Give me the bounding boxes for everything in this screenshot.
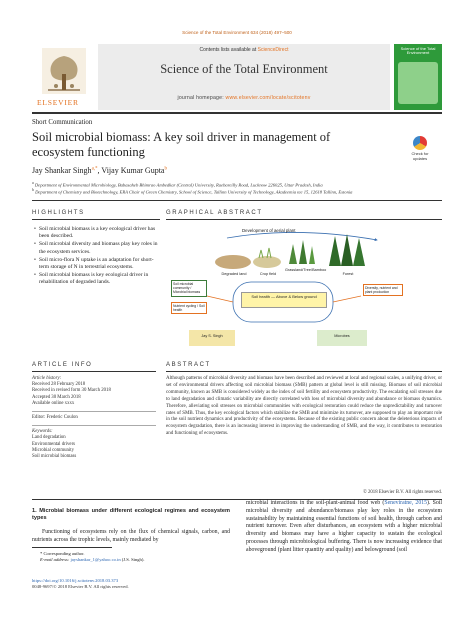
affiliation-text: Department of Chemistry and Biotechnology, ERA Chair of Green Chemistry, School of Science, Tallinn University of Technology, Akadeemia tee 15, 12618 Tallinn, Estonia xyxy=(35,189,353,195)
author-sup: a,* xyxy=(91,166,98,172)
issn-line: 0048-9697/© 2018 Elsevier B.V. All rights reserved. xyxy=(32,584,129,590)
keyword-item: Microbial community xyxy=(32,447,74,453)
corresponding-author: * Corresponding author. xyxy=(40,550,85,556)
history-label: Article history: xyxy=(32,376,62,381)
ga-stage-label: Forest xyxy=(342,272,354,276)
check-updates-label: Check for updates xyxy=(411,151,429,161)
received-date: Received 28 February 2018 xyxy=(32,382,86,388)
ga-top-label: Development of aerial plant xyxy=(242,228,296,233)
keyword-item: Land degradation xyxy=(32,435,66,441)
affiliation-text: Department of Environmental Microbiology, Babasaheb Bhimrao Ambedkar (Central) University, Raebareilly Road, Lucknow 226025, Uttar Pradesh, India xyxy=(34,182,323,188)
copyright: © 2018 Elsevier B.V. All rights reserved. xyxy=(363,490,442,495)
author-list xyxy=(32,166,167,175)
ga-bottom-left-label: Jay S. Singh xyxy=(201,334,223,338)
ga-bottom-right-label: Microbes xyxy=(334,334,350,338)
body-text: ). Soil microbial diversity and abundance/biomass play key roles in the ecosystem sustainability by maintaining essential functions of soil health, through carbon and nutrient turnover. Even after disturbances, an ecosystem with a higher microbial diversity and biomass may have a higher capacity to sustain the ecological processes through microbiological buffering. There is now increasing evidence that aboveground (plant litter quantity and quality) and belowground (soil xyxy=(246,500,442,553)
keywords-label: Keywords: xyxy=(32,429,53,435)
keyword-item: Environmental drivers xyxy=(32,441,76,447)
header-rule xyxy=(32,112,442,114)
info-divider xyxy=(32,407,156,412)
journal-reference: Science of the Total Environment 634 (2018) 497–500 xyxy=(182,30,292,35)
article-info xyxy=(32,376,156,460)
graphical-abstract-heading: GRAPHICAL ABSTRACT xyxy=(166,210,263,216)
masthead-banner xyxy=(98,44,390,110)
editor-line: Editor: Frederic Coulon xyxy=(32,415,78,421)
crossmark-icon xyxy=(413,136,427,150)
footnotes xyxy=(32,547,230,563)
keyword-item: Soil microbial biomass xyxy=(32,454,77,460)
abstract-text: Although patterns of microbial diversity and biomass have been described and reviewed at local and regional scales, a unifying driver, or set of environmental drivers affecting soil microbial biomass (SMB) pattern at global level is still missing. Biomass of soil microbial community, known as SMB is considered widely as the index of soil fertility and ecosystem productivity. The escalating soil stresses due to land degradation and climatic variability are directly correlated with loss of microbial diversity and abundance or biomass dynamics. Therefore, alleviating soil stresses on microbial communities with ecological restoration could reduce the unpredictability and turnover rates of SMB. Thus, the key ecological factors which stabilize the SMB and minimize its turnover, are supposed to play an important role in the soil nutrient dynamics and productivity of the ecosystems. Because of the existing public concern about the deleterious impacts of ecosystem degradation, there is an increasing interest in improving the understanding of SMB, and the way, it contributes to restoration and functioning of ecosystems. xyxy=(166,376,442,437)
cover-image xyxy=(398,62,438,104)
doi-link[interactable]: https://doi.org/10.1016/j.scitotenv.2018.03.373 xyxy=(32,578,119,583)
contents-prefix: Contents lists available at xyxy=(199,47,257,53)
author-sup: b xyxy=(164,166,167,172)
info-divider xyxy=(32,421,156,426)
check-for-updates-button[interactable] xyxy=(404,136,436,161)
email-line xyxy=(32,557,230,563)
highlights-rule xyxy=(32,219,160,220)
affiliation-sup: a xyxy=(32,181,34,185)
cover-title: Science of the Total Environment xyxy=(400,46,436,56)
highlights-list xyxy=(34,226,162,287)
highlight-item: • Soil micro-flora N uptake is an adaptation for short-term storage of N in terrestrial ecosystems. xyxy=(34,257,162,272)
highlights-heading: HIGHLIGHTS xyxy=(32,210,85,216)
citation-link[interactable]: Seneviratne, 2015 xyxy=(384,500,428,506)
ga-stage-label: Crop field xyxy=(259,272,277,276)
ga-box-right: Diversity, nutrient and plant production xyxy=(363,284,403,296)
abstract-heading: ABSTRACT xyxy=(166,362,211,368)
article-type: Short Communication xyxy=(32,119,93,126)
section-title: 1. Microbial biomass under different ecological regimes and ecosystem types xyxy=(32,508,230,522)
author-separator: , xyxy=(97,166,102,175)
homepage-line xyxy=(98,95,390,101)
ga-box-left-2: Nutrient cycling / Soil health xyxy=(171,302,207,314)
journal-masthead xyxy=(32,44,442,110)
accepted-date: Accepted 30 March 2018 xyxy=(32,394,81,400)
article-title: Soil microbial biomass: A key soil driver in management of ecosystem functioning xyxy=(32,130,331,159)
ga-center-label: Soil health — Above & Below ground xyxy=(241,292,327,308)
revised-date: Received in revised form 30 March 2018 xyxy=(32,388,111,394)
affiliation-rule xyxy=(32,200,442,201)
body-text: microbial interactions in the soil-plant-animal food web ( xyxy=(246,500,385,506)
journal-title: Science of the Total Environment xyxy=(160,62,328,76)
homepage-prefix: journal homepage: xyxy=(177,95,224,101)
elsevier-logo xyxy=(32,44,94,110)
affiliation xyxy=(32,188,442,195)
email-link[interactable]: jayshankar_1@yahoo.co.in xyxy=(70,556,121,562)
journal-cover xyxy=(394,44,442,110)
homepage-link[interactable]: www.elsevier.com/locate/scitotenv xyxy=(225,95,311,101)
affiliation-sup: b xyxy=(32,188,34,192)
contents-line xyxy=(98,47,390,53)
body-column-right xyxy=(246,500,442,555)
article-info-rule xyxy=(32,371,156,372)
highlight-item: • Soil microbial diversity and biomass play key roles in the ecosystem services. xyxy=(34,241,162,256)
author-name[interactable]: Jay Shankar Singh xyxy=(32,166,92,175)
ga-stage-label: Grassland/Tree/Bamboo xyxy=(285,268,327,272)
page-footer xyxy=(32,578,129,591)
ga-box-left: Soil microbial community / Microbial biomass xyxy=(171,280,207,297)
sciencedirect-link[interactable]: ScienceDirect xyxy=(257,47,289,53)
body-paragraph: Functioning of ecosystems rely on the flux of chemical signals, carbon, and nutrients across the trophic levels, mainly mediated by xyxy=(32,528,230,543)
ga-stage-label: Degraded land xyxy=(221,272,247,276)
body-column-left xyxy=(32,508,230,544)
author-name[interactable]: Vijay Kumar Gupta xyxy=(101,166,165,175)
elsevier-tree-icon xyxy=(42,48,86,94)
footnote-rule xyxy=(32,547,112,548)
highlight-item: • Soil microbial biomass is key ecological driver in rehabilitation of degraded lands. xyxy=(34,272,162,287)
highlight-item: • Soil microbial biomass is a key ecological driver has been described. xyxy=(34,226,162,241)
abstract-rule xyxy=(166,371,442,372)
email-suffix: (J.S. Singh). xyxy=(121,556,145,562)
article-info-heading: ARTICLE INFO xyxy=(32,362,93,368)
online-date: Available online xxxx xyxy=(32,400,75,406)
graphical-abstract xyxy=(167,226,441,352)
elsevier-wordmark: ELSEVIER xyxy=(37,98,79,107)
email-label: E-mail address: xyxy=(40,556,70,562)
affiliation xyxy=(32,181,442,188)
graphical-abstract-rule xyxy=(166,219,442,220)
